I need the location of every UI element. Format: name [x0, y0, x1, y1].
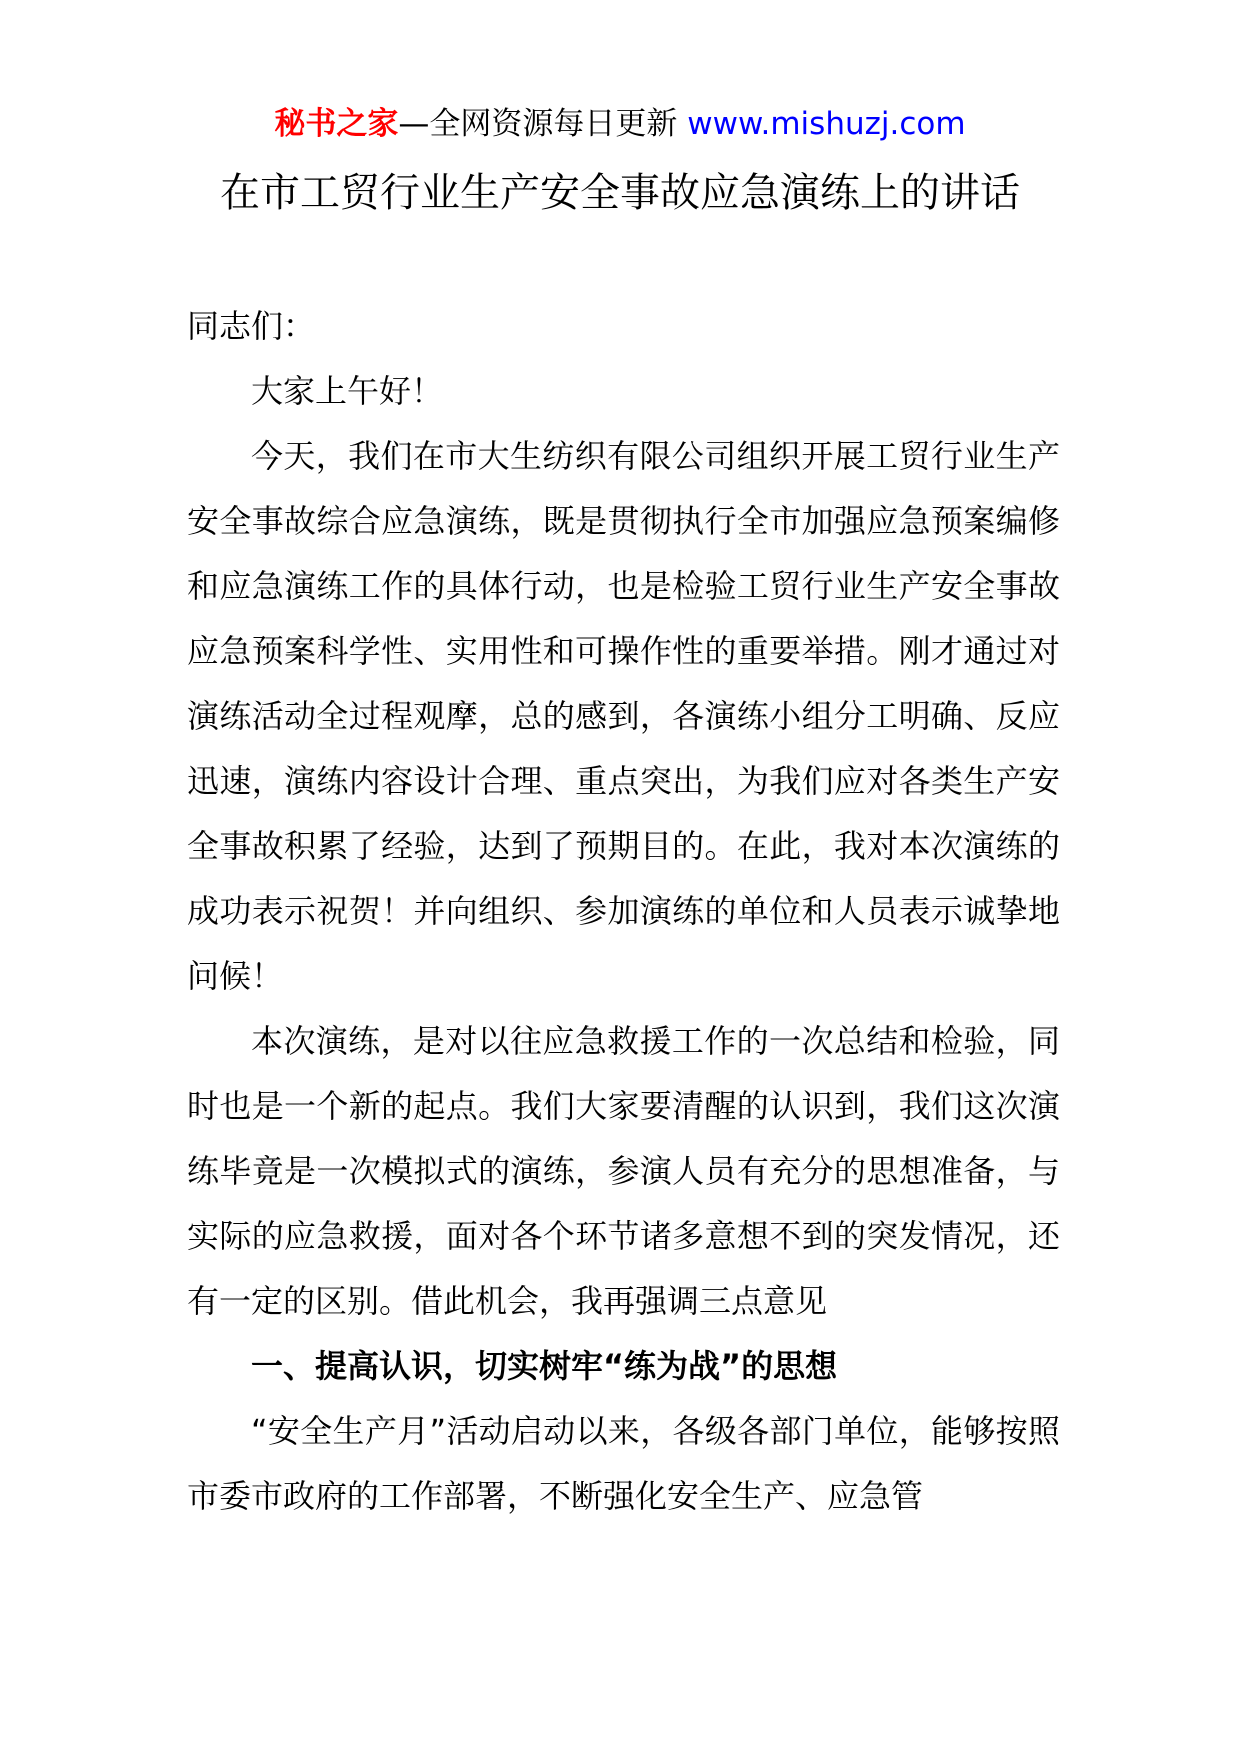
- site-header: [0, 102, 1240, 146]
- greeting: 大家上午好！: [251, 372, 444, 410]
- paragraph-summary: 本次演练，是对以往应急救援工作的一次总结和检验，同时也是一个新的起点。我们大家要清醒的认识到，我们这次演练毕竟是一次模拟式的演练，参演人员有充分的思想准备，与实际的应急救援，面对各个环节诸多意想不到的突发情况，还有一定的区别。借此机会，我再强调三点意见: [187, 1022, 1060, 1320]
- salutation: 同志们：: [187, 307, 316, 345]
- section-heading-1: 一、提高认识，切实树牢“练为战”的思想: [251, 1347, 838, 1385]
- header-tagline: —全网资源每日更新: [398, 106, 688, 142]
- paragraph-section-1: “安全生产月”活动启动以来，各级各部门单位，能够按照市委市政府的工作部署，不断强化安全生产、应急管: [187, 1412, 1060, 1515]
- document-body: [187, 294, 1060, 1529]
- paragraph-opening: 今天，我们在市大生纺织有限公司组织开展工贸行业生产安全事故综合应急演练，既是贯彻执行全市加强应急预案编修和应急演练工作的具体行动，也是检验工贸行业生产安全事故应急预案科学性、实用性和可操作性的重要举措。刚才通过对演练活动全过程观摩，总的感到，各演练小组分工明确、反应迅速，演练内容设计合理、重点突出，为我们应对各类生产安全事故积累了经验，达到了预期目的。在此，我对本次演练的成功表示祝贺！并向组织、参加演练的单位和人员表示诚挚地问候！: [187, 437, 1060, 995]
- brand-name: 秘书之家: [274, 106, 399, 142]
- document-title: 在市工贸行业生产安全事故应急演练上的讲话: [220, 170, 1020, 216]
- site-url: www.mishuzj.com: [687, 106, 966, 142]
